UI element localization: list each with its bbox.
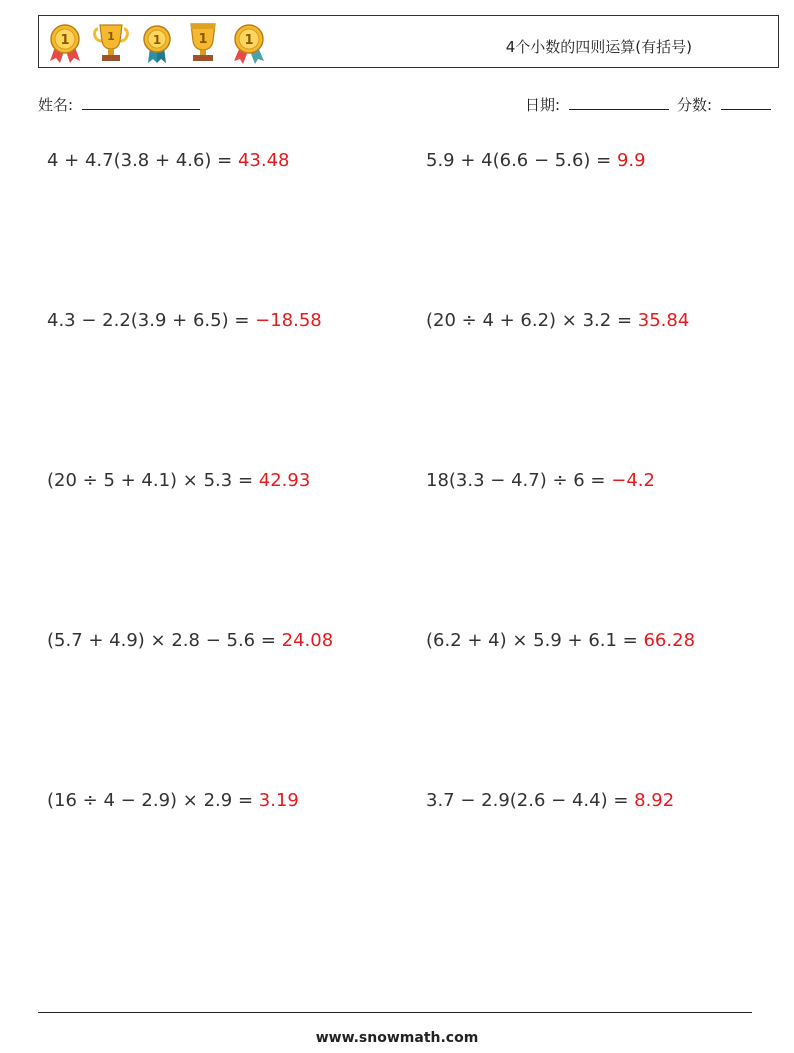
svg-text:1: 1 [198,32,208,47]
worksheet-title: 4个小数的四则运算(有括号) [505,38,692,56]
problem-item [426,310,689,331]
footer-divider [38,1012,752,1013]
problem-item [47,470,310,491]
problem-item [426,470,655,491]
svg-text:1: 1 [152,33,162,47]
date-label: 日期: [525,96,561,114]
problem-item [47,630,333,651]
date-field [525,94,669,115]
problem-answer: 8.92 [634,790,675,811]
name-label: 姓名: [38,96,74,114]
problem-answer: 66.28 [643,630,696,651]
problem-item [47,310,322,331]
problem-item [47,150,289,171]
trophy-icon [92,21,130,65]
svg-text:1: 1 [244,33,254,48]
svg-text:1: 1 [60,33,70,48]
problem-expression: (20 ÷ 5 + 4.1) × 5.3 = [47,470,259,491]
svg-text:1: 1 [107,30,115,43]
problem-answer: 24.08 [281,630,334,651]
problem-item [426,150,646,171]
trophy-icon [184,21,222,65]
problem-answer: 43.48 [237,150,290,171]
problem-item [426,630,695,651]
medal-ribbon-icon [138,21,176,65]
score-blank[interactable] [721,98,771,110]
problem-answer: 35.84 [637,310,690,331]
header-box [38,15,779,68]
problem-answer: −18.58 [255,310,322,331]
medal-ribbon-icon [230,21,268,65]
problem-expression: 5.9 + 4(6.6 − 5.6) = [426,150,617,171]
score-label: 分数: [677,96,713,114]
problem-expression: (20 ÷ 4 + 6.2) × 3.2 = [426,310,638,331]
problem-item [47,790,299,811]
problem-expression: (6.2 + 4) × 5.9 + 6.1 = [426,630,644,651]
problem-expression: 18(3.3 − 4.7) ÷ 6 = [426,470,612,491]
name-blank[interactable] [82,98,200,110]
medal-ribbon-icon [46,21,84,65]
problem-item [426,790,674,811]
name-field [38,94,200,115]
problem-expression: 3.7 − 2.9(2.6 − 4.4) = [426,790,635,811]
date-blank[interactable] [569,98,669,110]
problem-expression: (5.7 + 4.9) × 2.8 − 5.6 = [47,630,282,651]
problem-expression: (16 ÷ 4 − 2.9) × 2.9 = [47,790,259,811]
medal-row [46,21,268,65]
problem-answer: 3.19 [258,790,299,811]
problem-expression: 4.3 − 2.2(3.9 + 6.5) = [47,310,256,331]
problem-answer: 42.93 [258,470,311,491]
problem-answer: 9.9 [616,150,646,171]
problem-expression: 4 + 4.7(3.8 + 4.6) = [47,150,238,171]
problem-answer: −4.2 [611,470,655,491]
footer-url[interactable]: www.snowmath.com [315,1030,479,1046]
score-field [677,94,771,115]
